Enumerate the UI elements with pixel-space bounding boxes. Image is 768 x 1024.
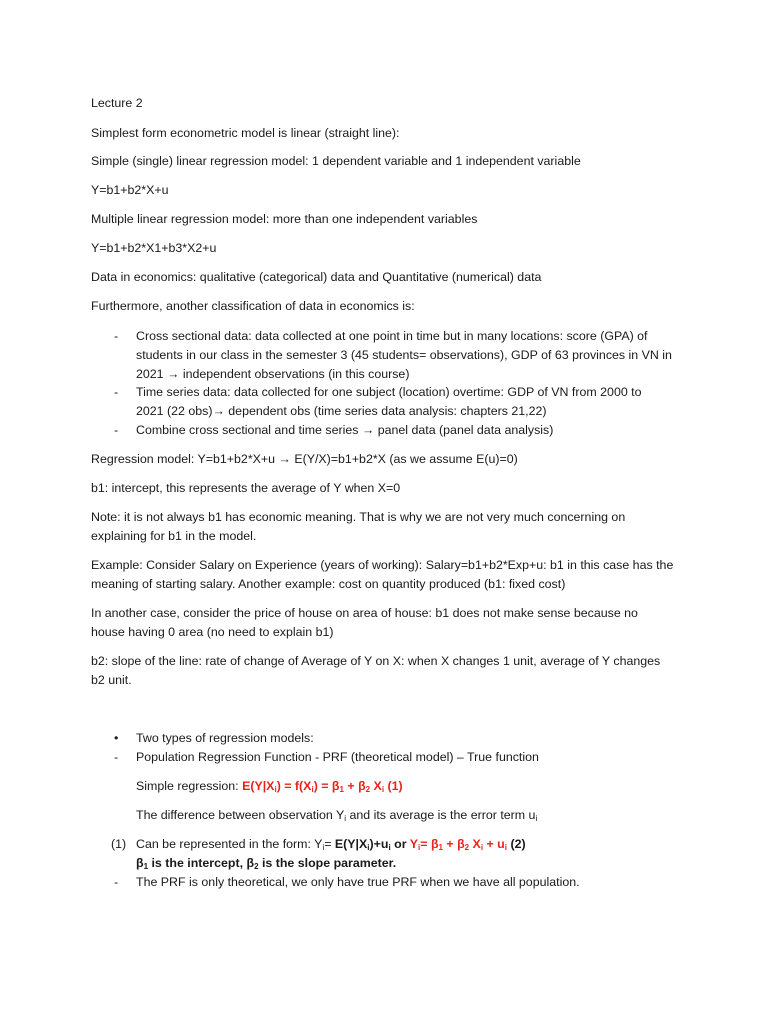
list-line: students in our class in the semester 3 (45 students= observations), GDP of 63 provinces in VN in — [136, 348, 672, 362]
paragraph-classification: Furthermore, another classification of data in economics is: — [91, 299, 415, 313]
paragraph-multiple-linear: Multiple linear regression model: more than one independent variables — [91, 212, 478, 226]
numbered-line2: $\beta_1$ is the intercept, $\beta_2$ is the slope parameter. — [136, 856, 397, 871]
paragraph-example-line1: Example: Consider Salary on Experience (years of working): Salary=b1+b2*Exp+u: b1 in this case has the — [91, 558, 674, 572]
paragraph-slope-line1: b2: slope of the line: rate of change of Average of Y on X: when X changes 1 unit, average of Y changes — [91, 654, 661, 668]
paragraph-linear-form: Simplest form econometric model is linear (straight line): — [91, 126, 400, 140]
dash-mark: - — [114, 329, 119, 343]
bullet-mark: • — [114, 731, 119, 745]
paragraph-example-line2: meaning of starting salary. Another example: cost on quantity produced (b1: fixed cost) — [91, 577, 566, 591]
paragraph-note-line2: explaining for b1 in the model. — [91, 529, 257, 543]
list-line: 2021 → independent observations (in this course) — [136, 367, 410, 381]
paragraph-house-line2: house having 0 area (no need to explain b1) — [91, 625, 334, 639]
paragraph-house-line1: In another case, consider the price of house on area of house: b1 does not make sense because no — [91, 606, 638, 620]
simple-regression-equation — [136, 777, 736, 796]
dash-mark: - — [114, 385, 119, 399]
numbered-line1: Can be represented in the form: $Y_i= E(Y|X_i)+u_i$ or $Y_i= \beta_1 + \beta_2$ $X_i + u_i$ (2) — [136, 837, 526, 852]
dash-mark: - — [114, 750, 119, 764]
paragraph-regression-model: Regression model: Y=b1+b2*X+u → E(Y/X)=b1+b2*X (as we assume E(u)=0) — [91, 452, 518, 466]
simple-regression-label: Simple regression: — [136, 779, 243, 793]
list-line: 2021 (22 obs)→ dependent obs (time series data analysis: chapters 21,22) — [136, 404, 547, 418]
paragraph-slope-line2: b2 unit. — [91, 673, 132, 687]
paragraph-note-line1: Note: it is not always b1 has economic meaning. That is why we are not very much concerning on — [91, 510, 626, 524]
dash-mark: - — [114, 875, 119, 889]
equation-multiple: Y=b1+b2*X1+b3*X2+u — [91, 241, 217, 255]
equation-simple: Y=b1+b2*X+u — [91, 183, 169, 197]
list-line: Two types of regression models: — [136, 731, 314, 745]
dash-mark: - — [114, 423, 119, 437]
paragraph-error-term: The difference between observation $Y_i$ and its average is the error term $u_i$ — [136, 808, 538, 823]
list-line: Cross sectional data: data collected at one point in time but in many locations: score (GPA) of — [136, 329, 648, 343]
lecture-title: Lecture 2 — [91, 96, 143, 110]
list-line: The PRF is only theoretical, we only have true PRF when we have all population. — [136, 875, 580, 889]
prf-equation: $E(Y|X_i) = f(X_i) = \beta_1 + \beta_2$ $X_i$ (1) — [242, 779, 403, 794]
number-mark: (1) — [111, 837, 127, 851]
paragraph-intercept: b1: intercept, this represents the average of Y when X=0 — [91, 481, 401, 495]
list-line: Population Regression Function - PRF (theoretical model) – True function — [136, 750, 539, 764]
paragraph-data-types: Data in economics: qualitative (categorical) data and Quantitative (numerical) data — [91, 270, 542, 284]
list-line: Combine cross sectional and time series → panel data (panel data analysis) — [136, 423, 554, 437]
paragraph-simple-linear: Simple (single) linear regression model: 1 dependent variable and 1 independent variable — [91, 154, 581, 168]
list-line: Time series data: data collected for one subject (location) overtime: GDP of VN from 2000 to — [136, 385, 642, 399]
